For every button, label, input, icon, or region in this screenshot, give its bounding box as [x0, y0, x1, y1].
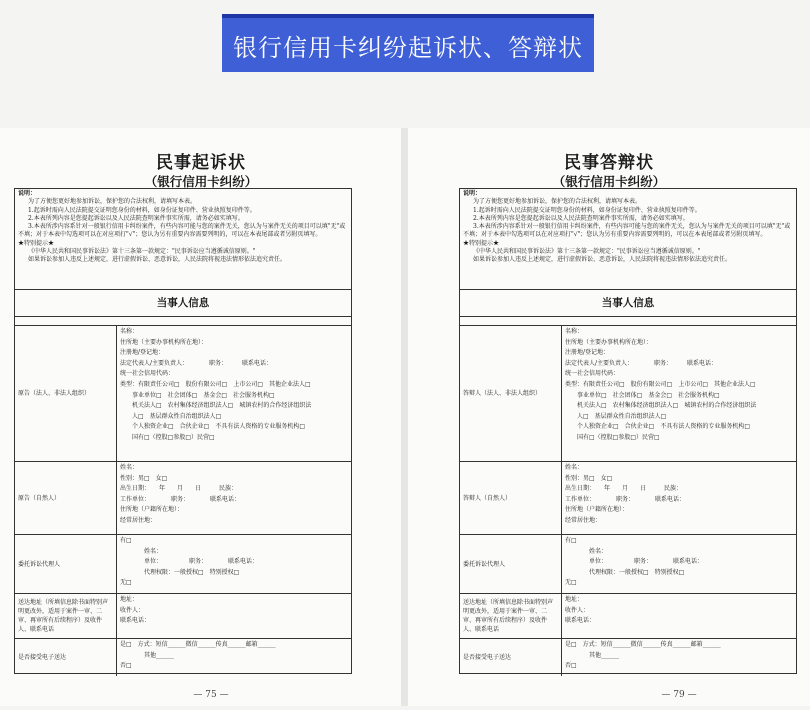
- row-fields: [562, 462, 796, 534]
- field-work: 工作单位： 职务： 联系电话：: [565, 495, 686, 503]
- row-fields: [562, 535, 796, 593]
- row-fields: [117, 462, 351, 534]
- field-name: 名称：: [120, 328, 139, 335]
- instructions: [15, 189, 351, 290]
- instruction-line: 2.本表所列内容是您提起诉讼以及人民法院查明案件事实所需，请务必如实填写。: [28, 214, 244, 222]
- field-ownership: 国有□（控股□参股□）民营□: [577, 433, 660, 441]
- row-fields: [117, 594, 351, 638]
- document-title: 民事答辩状: [564, 153, 654, 173]
- field-address: 地址：: [565, 596, 584, 603]
- field-decline: 否□: [120, 662, 132, 670]
- field-type-option: 个人独资企业□ 合伙企业□ 不具有法人资格的专业服务机构□: [132, 423, 306, 431]
- field-accept: 是□ 方式：短信______微信______传真______邮箱______: [120, 641, 276, 648]
- agent-row: [460, 535, 796, 594]
- section-title: 当事人信息: [460, 290, 796, 317]
- special-notice-line: 《中华人民共和国民事诉讼法》第十三条第一款规定："民事诉讼应当遵循诚信原则。": [28, 248, 256, 256]
- complaint-form: [14, 188, 352, 674]
- field-agent-authority: 代理权限：一般授权□ 特别授权□: [589, 568, 685, 576]
- field-type-option: 事业单位□ 社会团体□ 基金会□ 社会服务机构□: [132, 391, 275, 399]
- field-credit-code: 统一社会信用代码：: [565, 370, 620, 378]
- field-type: 类型：有限责任公司□ 股份有限公司□ 上市公司□ 其他企业法人□: [565, 380, 756, 388]
- field-agent-unit: 单位： 职务： 联系电话：: [589, 558, 704, 566]
- page-defense: [408, 128, 810, 706]
- respondent-org-row: [460, 326, 796, 462]
- respondent-person-row: [460, 462, 796, 535]
- document-title: 民事起诉状: [156, 153, 246, 173]
- field-decline: 否□: [565, 662, 577, 670]
- row-fields: [117, 535, 351, 593]
- field-address: 地址：: [120, 596, 139, 603]
- instruction-line: 为了方便您更好地参加诉讼，保护您的合法权利，请填写本表。: [473, 198, 642, 206]
- field-type-option: 人□ 基层群众性自治组织法人□: [577, 412, 667, 420]
- plaintiff-person-row: [15, 462, 351, 535]
- title-banner: [222, 14, 594, 72]
- plaintiff-org-row: [15, 326, 351, 462]
- field-phone: 联系电话：: [120, 617, 151, 625]
- field-registration: 注册地/登记地：: [120, 349, 165, 357]
- electronic-service-row: [15, 639, 351, 676]
- service-address-row: [460, 594, 796, 639]
- section-title: 当事人信息: [15, 290, 351, 317]
- field-type-option: 机关法人□ 农村集体经济组织法人□ 城镇农村的合作经济组织法: [132, 402, 312, 410]
- row-label: 原告（法人、非法人组织）: [15, 326, 117, 461]
- field-agent-authority: 代理权限：一般授权□ 特别授权□: [144, 568, 240, 576]
- field-phone: 联系电话：: [565, 617, 596, 625]
- row-label: 答辩人（自然人）: [460, 462, 562, 534]
- row-label: 是否接受电子送达: [460, 639, 562, 676]
- field-residence: 经常居住地：: [120, 516, 157, 524]
- instruction-line: 2.本表所列内容是您提起诉讼以及人民法院查明案件事实所需，请务必如实填写。: [473, 214, 689, 222]
- field-birth: 出生日期： 年 月 日 民族：: [120, 485, 238, 493]
- row-label: 送达地址（所填信息除书面特别声明更改外，适用于案件一审、二审、再审所有后续程序）及收件人、联系电话: [15, 594, 117, 638]
- field-other: 其他______: [144, 651, 175, 659]
- instructions-heading: 说明：: [18, 190, 37, 197]
- row-label: 委托诉讼代理人: [460, 535, 562, 593]
- page-complaint: [0, 128, 402, 706]
- field-has-agent: 有□: [565, 537, 577, 544]
- field-other: 其他______: [589, 651, 620, 659]
- field-domicile: 住所地（户籍所在地）：: [120, 506, 184, 514]
- field-name: 名称：: [565, 328, 584, 335]
- page-number: — 79 —: [661, 690, 697, 700]
- field-gender: 性别：男□ 女□: [565, 474, 613, 482]
- instruction-line: 为了方便您更好地参加诉讼，保护您的合法权利，请填写本表。: [28, 198, 197, 206]
- field-domicile: 住所地（户籍所在地）：: [565, 506, 629, 514]
- special-notice-heading: ★特别提示★: [18, 239, 55, 247]
- field-legal-rep: 法定代表人/主要负责人： 职务： 联系电话：: [120, 359, 273, 367]
- field-name: 姓名：: [120, 464, 139, 471]
- field-gender: 性别：男□ 女□: [120, 474, 168, 482]
- special-notice-line: 《中华人民共和国民事诉讼法》第十三条第一款规定："民事诉讼应当遵循诚信原则。": [473, 248, 701, 256]
- page-number: — 75 —: [193, 690, 229, 700]
- instruction-line: 1.起诉时需向人民法院提交证明您身份的材料，如身份证复印件、营业执照复印件等。: [473, 206, 701, 214]
- special-notice-line: 如果诉讼参加人违反上述规定，进行虚假诉讼、恶意诉讼，人民法院将视违法情形依法追究责任。: [473, 256, 732, 264]
- field-registration: 注册地/登记地：: [565, 349, 610, 357]
- field-name: 姓名：: [565, 464, 584, 471]
- field-type-option: 机关法人□ 农村集体经济组织法人□ 城镇农村的合作经济组织法: [577, 402, 757, 410]
- row-fields: [562, 326, 796, 461]
- instruction-line: 3.本表所涉内容系针对一般银行信用卡纠纷案件，有些内容可能与您的案件无关，您认为与案件无关的项目可以填"无"或不填；对于本表中勾选项可以在对应项打"√"；您认为另有重要内容需要列明的，可以在本表尾部或者另附页填写。: [463, 223, 791, 239]
- field-agent-unit: 单位： 职务： 联系电话：: [144, 558, 259, 566]
- row-label: 原告（自然人）: [15, 462, 117, 534]
- instructions-heading: 说明：: [463, 190, 482, 197]
- row-fields: [117, 326, 351, 461]
- section-divider: [460, 317, 796, 326]
- electronic-service-row: [460, 639, 796, 676]
- field-has-agent: 有□: [120, 537, 132, 544]
- instruction-line: 3.本表所涉内容系针对一般银行信用卡纠纷案件，有些内容可能与您的案件无关，您认为与案件无关的项目可以填"无"或不填；对于本表中勾选项可以在对应项打"√"；您认为另有重要内容需要列明的，可以在本表尾部或者另附页填写。: [18, 223, 346, 239]
- instructions: [460, 189, 796, 290]
- document-subtitle: （银行信用卡纠纷）: [552, 174, 666, 189]
- defense-form: [459, 188, 797, 674]
- section-divider: [15, 317, 351, 326]
- field-domicile: 住所地（主要办事机构所在地）：: [120, 338, 208, 346]
- row-fields: [562, 639, 796, 676]
- field-agent-name: 姓名：: [144, 547, 163, 555]
- instruction-line: 1.起诉时需向人民法院提交证明您身份的材料，如身份证复印件、营业执照复印件等。: [28, 206, 256, 214]
- field-type-option: 人□ 基层群众性自治组织法人□: [132, 412, 222, 420]
- field-no-agent: 无□: [565, 579, 577, 587]
- field-type: 类型：有限责任公司□ 股份有限公司□ 上市公司□ 其他企业法人□: [120, 380, 311, 388]
- row-label: 是否接受电子送达: [15, 639, 117, 676]
- document-subtitle: （银行信用卡纠纷）: [144, 174, 258, 189]
- row-label: 委托诉讼代理人: [15, 535, 117, 593]
- field-agent-name: 姓名：: [589, 547, 608, 555]
- special-notice-heading: ★特别提示★: [463, 239, 500, 247]
- field-type-option: 个人独资企业□ 合伙企业□ 不具有法人资格的专业服务机构□: [577, 423, 751, 431]
- row-label: 答辩人（法人、非法人组织）: [460, 326, 562, 461]
- row-fields: [117, 639, 351, 676]
- banner-title: 银行信用卡纠纷起诉状、答辩状: [233, 33, 583, 62]
- field-recipient: 收件人：: [120, 606, 145, 614]
- special-notice-line: 如果诉讼参加人违反上述规定，进行虚假诉讼、恶意诉讼，人民法院将视违法情形依法追究责任。: [28, 256, 287, 264]
- row-fields: [562, 594, 796, 638]
- field-no-agent: 无□: [120, 579, 132, 587]
- field-residence: 经常居住地：: [565, 516, 602, 524]
- field-domicile: 住所地（主要办事机构所在地）：: [565, 338, 653, 346]
- field-accept: 是□ 方式：短信______微信______传真______邮箱______: [565, 641, 721, 648]
- field-credit-code: 统一社会信用代码：: [120, 370, 175, 378]
- agent-row: [15, 535, 351, 594]
- row-label: 送达地址（所填信息除书面特别声明更改外，适用于案件一审、二审、再审所有后续程序）及收件人、联系电话: [460, 594, 562, 638]
- field-legal-rep: 法定代表人/主要负责人： 职务： 联系电话：: [565, 359, 718, 367]
- service-address-row: [15, 594, 351, 639]
- field-type-option: 事业单位□ 社会团体□ 基金会□ 社会服务机构□: [577, 391, 720, 399]
- field-recipient: 收件人：: [565, 606, 590, 614]
- field-work: 工作单位： 职务： 联系电话：: [120, 495, 241, 503]
- field-ownership: 国有□（控股□参股□）民营□: [132, 433, 215, 441]
- field-birth: 出生日期： 年 月 日 民族：: [565, 485, 683, 493]
